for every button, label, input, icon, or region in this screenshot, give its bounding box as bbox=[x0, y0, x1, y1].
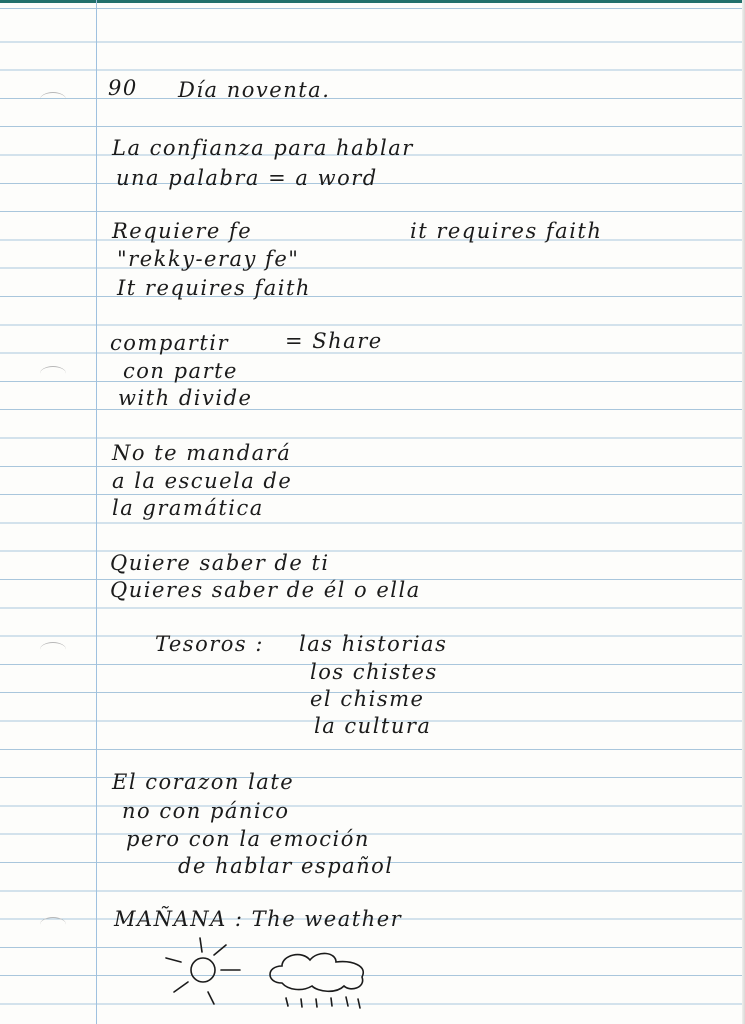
note-line: a la escuela de bbox=[112, 469, 293, 493]
note-line: it requires faith bbox=[410, 219, 603, 243]
note-line: Quieres saber de él o ella bbox=[110, 578, 421, 602]
sun-icon bbox=[166, 938, 240, 1004]
note-line: It requires faith bbox=[117, 276, 311, 300]
note-line: una palabra = a word bbox=[116, 166, 378, 190]
cloud-rain-icon bbox=[270, 953, 363, 1008]
day-number: 90 bbox=[108, 76, 138, 100]
note-line: El corazon late bbox=[112, 770, 295, 794]
note-line: Requiere fe bbox=[112, 219, 253, 243]
note-line: compartir bbox=[110, 331, 230, 355]
note-line: No te mandará bbox=[112, 441, 292, 465]
note-line: MAÑANA : The weather bbox=[114, 907, 403, 931]
note-line: la gramática bbox=[112, 496, 264, 520]
note-line: "rekky-eray fe" bbox=[117, 247, 300, 271]
note-line: = Share bbox=[285, 329, 383, 353]
note-line: Tesoros : bbox=[155, 632, 264, 656]
note-line: de hablar español bbox=[178, 854, 394, 878]
note-line: with divide bbox=[118, 386, 253, 410]
note-line: el chisme bbox=[310, 687, 425, 711]
note-line: las historias bbox=[299, 632, 448, 656]
note-line: con parte bbox=[123, 359, 238, 383]
note-line: no con pánico bbox=[122, 799, 290, 823]
note-line: Quiere saber de ti bbox=[110, 551, 330, 575]
day-title: Día noventa. bbox=[178, 78, 331, 102]
note-line: la cultura bbox=[314, 714, 432, 738]
note-line: los chistes bbox=[310, 660, 438, 684]
note-line: La confianza para hablar bbox=[112, 136, 414, 160]
note-line: pero con la emoción bbox=[126, 827, 370, 851]
